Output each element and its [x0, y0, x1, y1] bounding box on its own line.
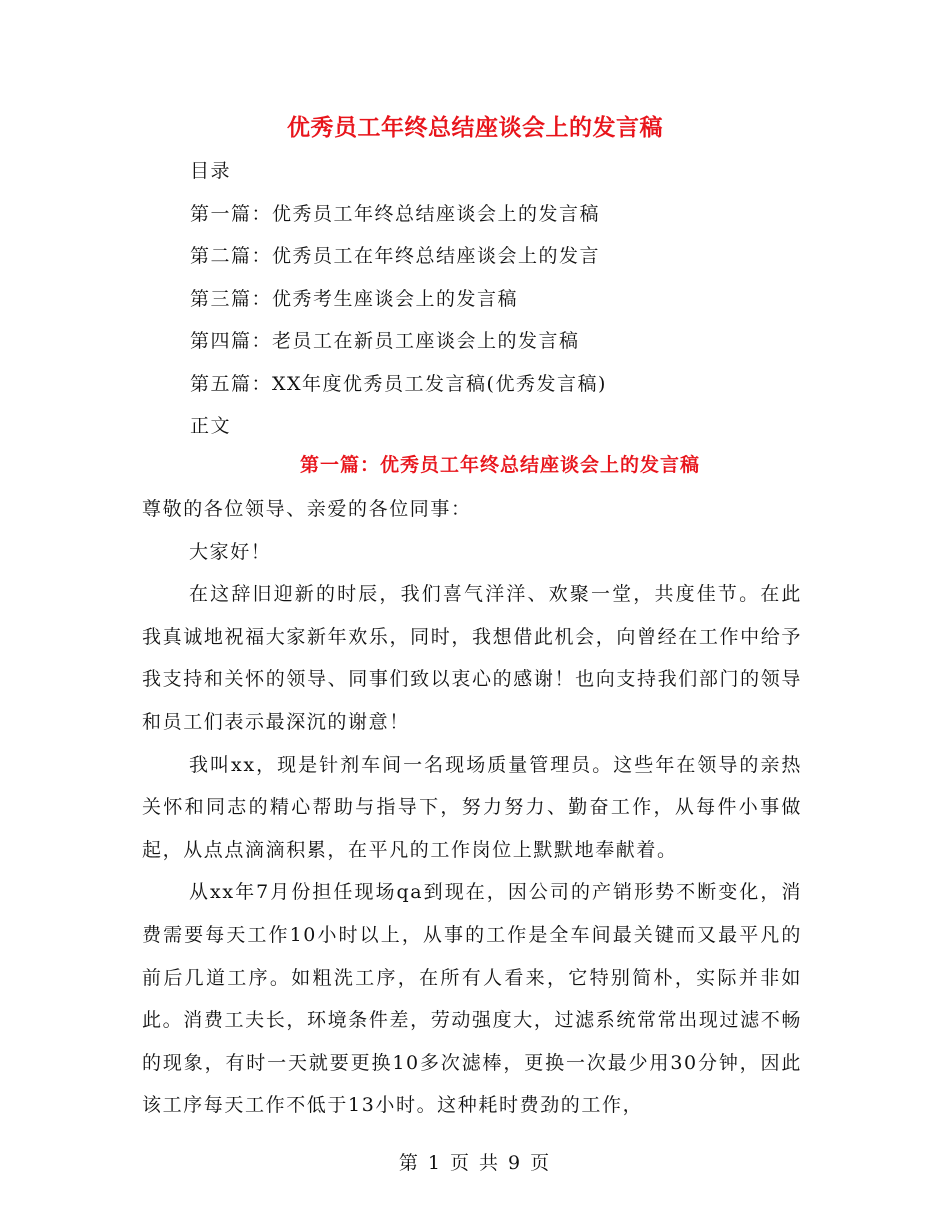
toc-item: 第二篇：优秀员工在年终总结座谈会上的发言: [190, 245, 601, 267]
greeting: 大家好！: [189, 540, 272, 563]
body-text: [142, 488, 802, 1127]
body-label: 正文: [190, 415, 232, 437]
table-of-contents: [190, 150, 607, 448]
paragraph: 在这辞旧迎新的时辰，我们喜气洋洋、欢聚一堂，共度佳节。在此我真诚地祝福大家新年欢乐，同时，我想借此机会，向曾经在工作中给予我支持和关怀的领导、同事们致以衷心的感谢！也向支持我们部门的领导和员工们表示最深沉的谢意！: [142, 583, 802, 733]
salutation: 尊敬的各位领导、亲爱的各位同事：: [142, 498, 472, 520]
toc-label: 目录: [190, 160, 232, 182]
paragraph: 从xx年7月份担任现场qa到现在，因公司的产销形势不断变化，消费需要每天工作10小时以上，从事的工作是全车间最关键而又最平凡的前后几道工序。如粗洗工序，在所有人看来，它特别简朴，实际并非如此。消费工夫长，环境条件差，劳动强度大，过滤系统常常出现过滤不畅的现象，有时一天就要更换10多次滤棒，更换一次最少用30分钟，因此该工序每天工作不低于13小时。这种耗时费劲的工作，: [142, 881, 802, 1117]
toc-item: 第三篇：优秀考生座谈会上的发言稿: [190, 287, 519, 310]
toc-item: 第一篇：优秀员工年终总结座谈会上的发言稿: [190, 202, 601, 225]
section-heading: 第一篇：优秀员工年终总结座谈会上的发言稿: [299, 454, 700, 476]
paragraph: 我叫xx，现是针剂车间一名现场质量管理员。这些年在领导的亲热关怀和同志的精心帮助与指导下，努力努力、勤奋工作，从每件小事做起，从点点滴滴积累，在平凡的工作岗位上默默地奉献着。: [142, 753, 802, 861]
toc-item: 第五篇：XX年度优秀员工发言稿(优秀发言稿): [190, 372, 607, 395]
document-title: 优秀员工年终总结座谈会上的发言稿: [287, 114, 663, 141]
page-number: 第 1 页 共 9 页: [398, 1152, 552, 1174]
toc-item: 第四篇：老员工在新员工座谈会上的发言稿: [190, 330, 580, 352]
